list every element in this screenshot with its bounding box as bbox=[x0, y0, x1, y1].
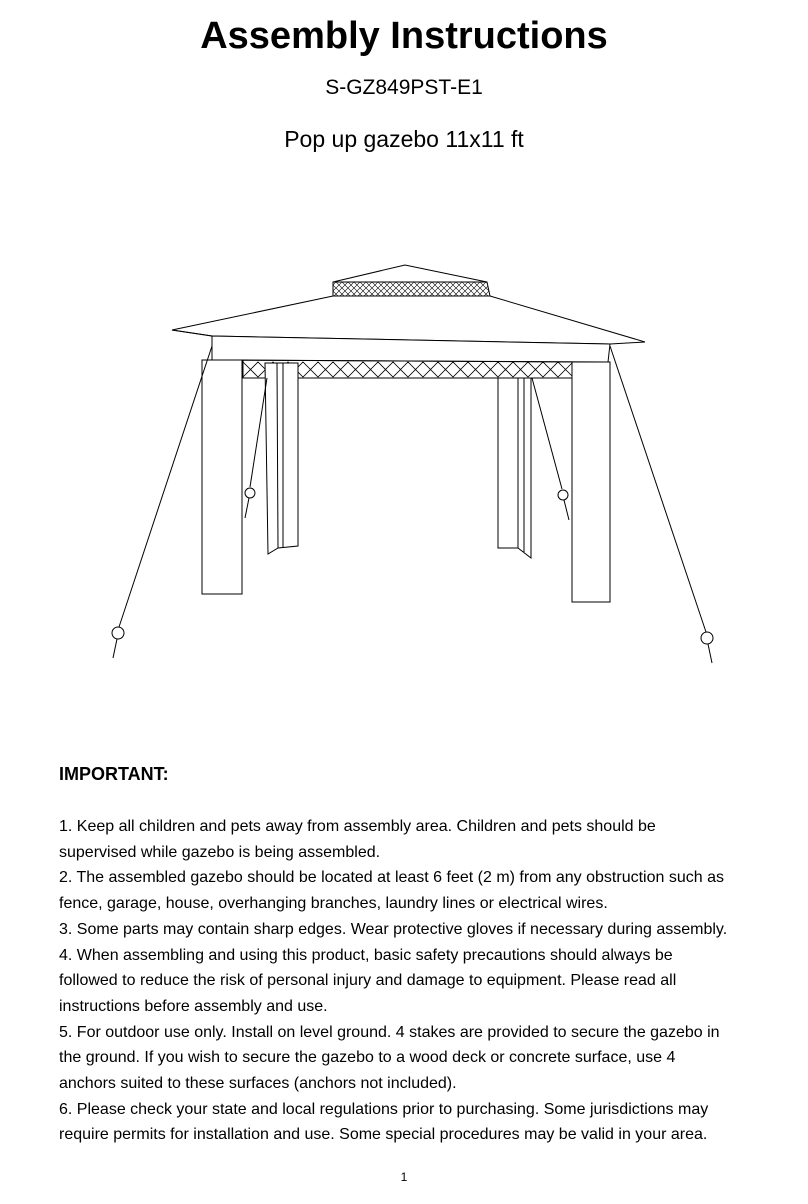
rule-line: anchors suited to these surfaces (anchors not included). bbox=[59, 1075, 457, 1093]
rule-line: the ground. If you wish to secure the gazebo to a wood deck or concrete surface, use 4 bbox=[59, 1049, 676, 1067]
front-right-leg bbox=[572, 362, 610, 602]
model-number: S-GZ849PST-E1 bbox=[325, 76, 483, 99]
rule-line: 3. Some parts may contain sharp edges. Wear protective gloves if necessary during assembly. bbox=[59, 920, 728, 938]
back-right-leg bbox=[498, 378, 531, 558]
important-heading: IMPORTANT: bbox=[59, 764, 169, 784]
stake-back-left bbox=[245, 488, 255, 518]
rule-line: instructions before assembly and use. bbox=[59, 997, 328, 1015]
rule-line: supervised while gazebo is being assembled. bbox=[59, 843, 381, 861]
stake-back-right bbox=[558, 490, 569, 520]
rule-line: require permits for installation and use. Some special procedures may be valid in your area. bbox=[59, 1126, 708, 1144]
product-name: Pop up gazebo 11x11 ft bbox=[284, 126, 524, 152]
rule-line: 5. For outdoor use only. Install on level ground. 4 stakes are provided to secure the gazebo in bbox=[59, 1023, 720, 1041]
page-number: 1 bbox=[400, 1170, 408, 1184]
document-title: Assembly Instructions bbox=[200, 15, 608, 57]
gazebo-illustration bbox=[100, 255, 730, 675]
rule-line: 6. Please check your state and local regulations prior to purchasing. Some jurisdictions may bbox=[59, 1100, 709, 1118]
rule-line: 1. Keep all children and pets away from assembly area. Children and pets should be bbox=[59, 818, 656, 835]
rule-line: followed to reduce the risk of personal injury and damage to equipment. Please read all bbox=[59, 972, 677, 990]
guy-rope-right bbox=[610, 346, 706, 632]
safety-rules-list bbox=[59, 814, 759, 1148]
top-canopy bbox=[333, 265, 487, 282]
stake-front-left bbox=[112, 627, 124, 658]
rule-line: fence, garage, house, overhanging branches, laundry lines or electrical wires. bbox=[59, 895, 608, 913]
front-left-leg bbox=[202, 360, 242, 594]
rule-line: 2. The assembled gazebo should be located at least 6 feet (2 m) from any obstruction such as bbox=[59, 869, 724, 887]
vent-mesh bbox=[333, 282, 490, 296]
back-left-leg bbox=[265, 363, 298, 554]
rule-line: 4. When assembling and using this product, basic safety precautions should always be bbox=[59, 946, 673, 964]
stake-front-right bbox=[701, 632, 713, 663]
guy-rope-left bbox=[119, 346, 212, 627]
